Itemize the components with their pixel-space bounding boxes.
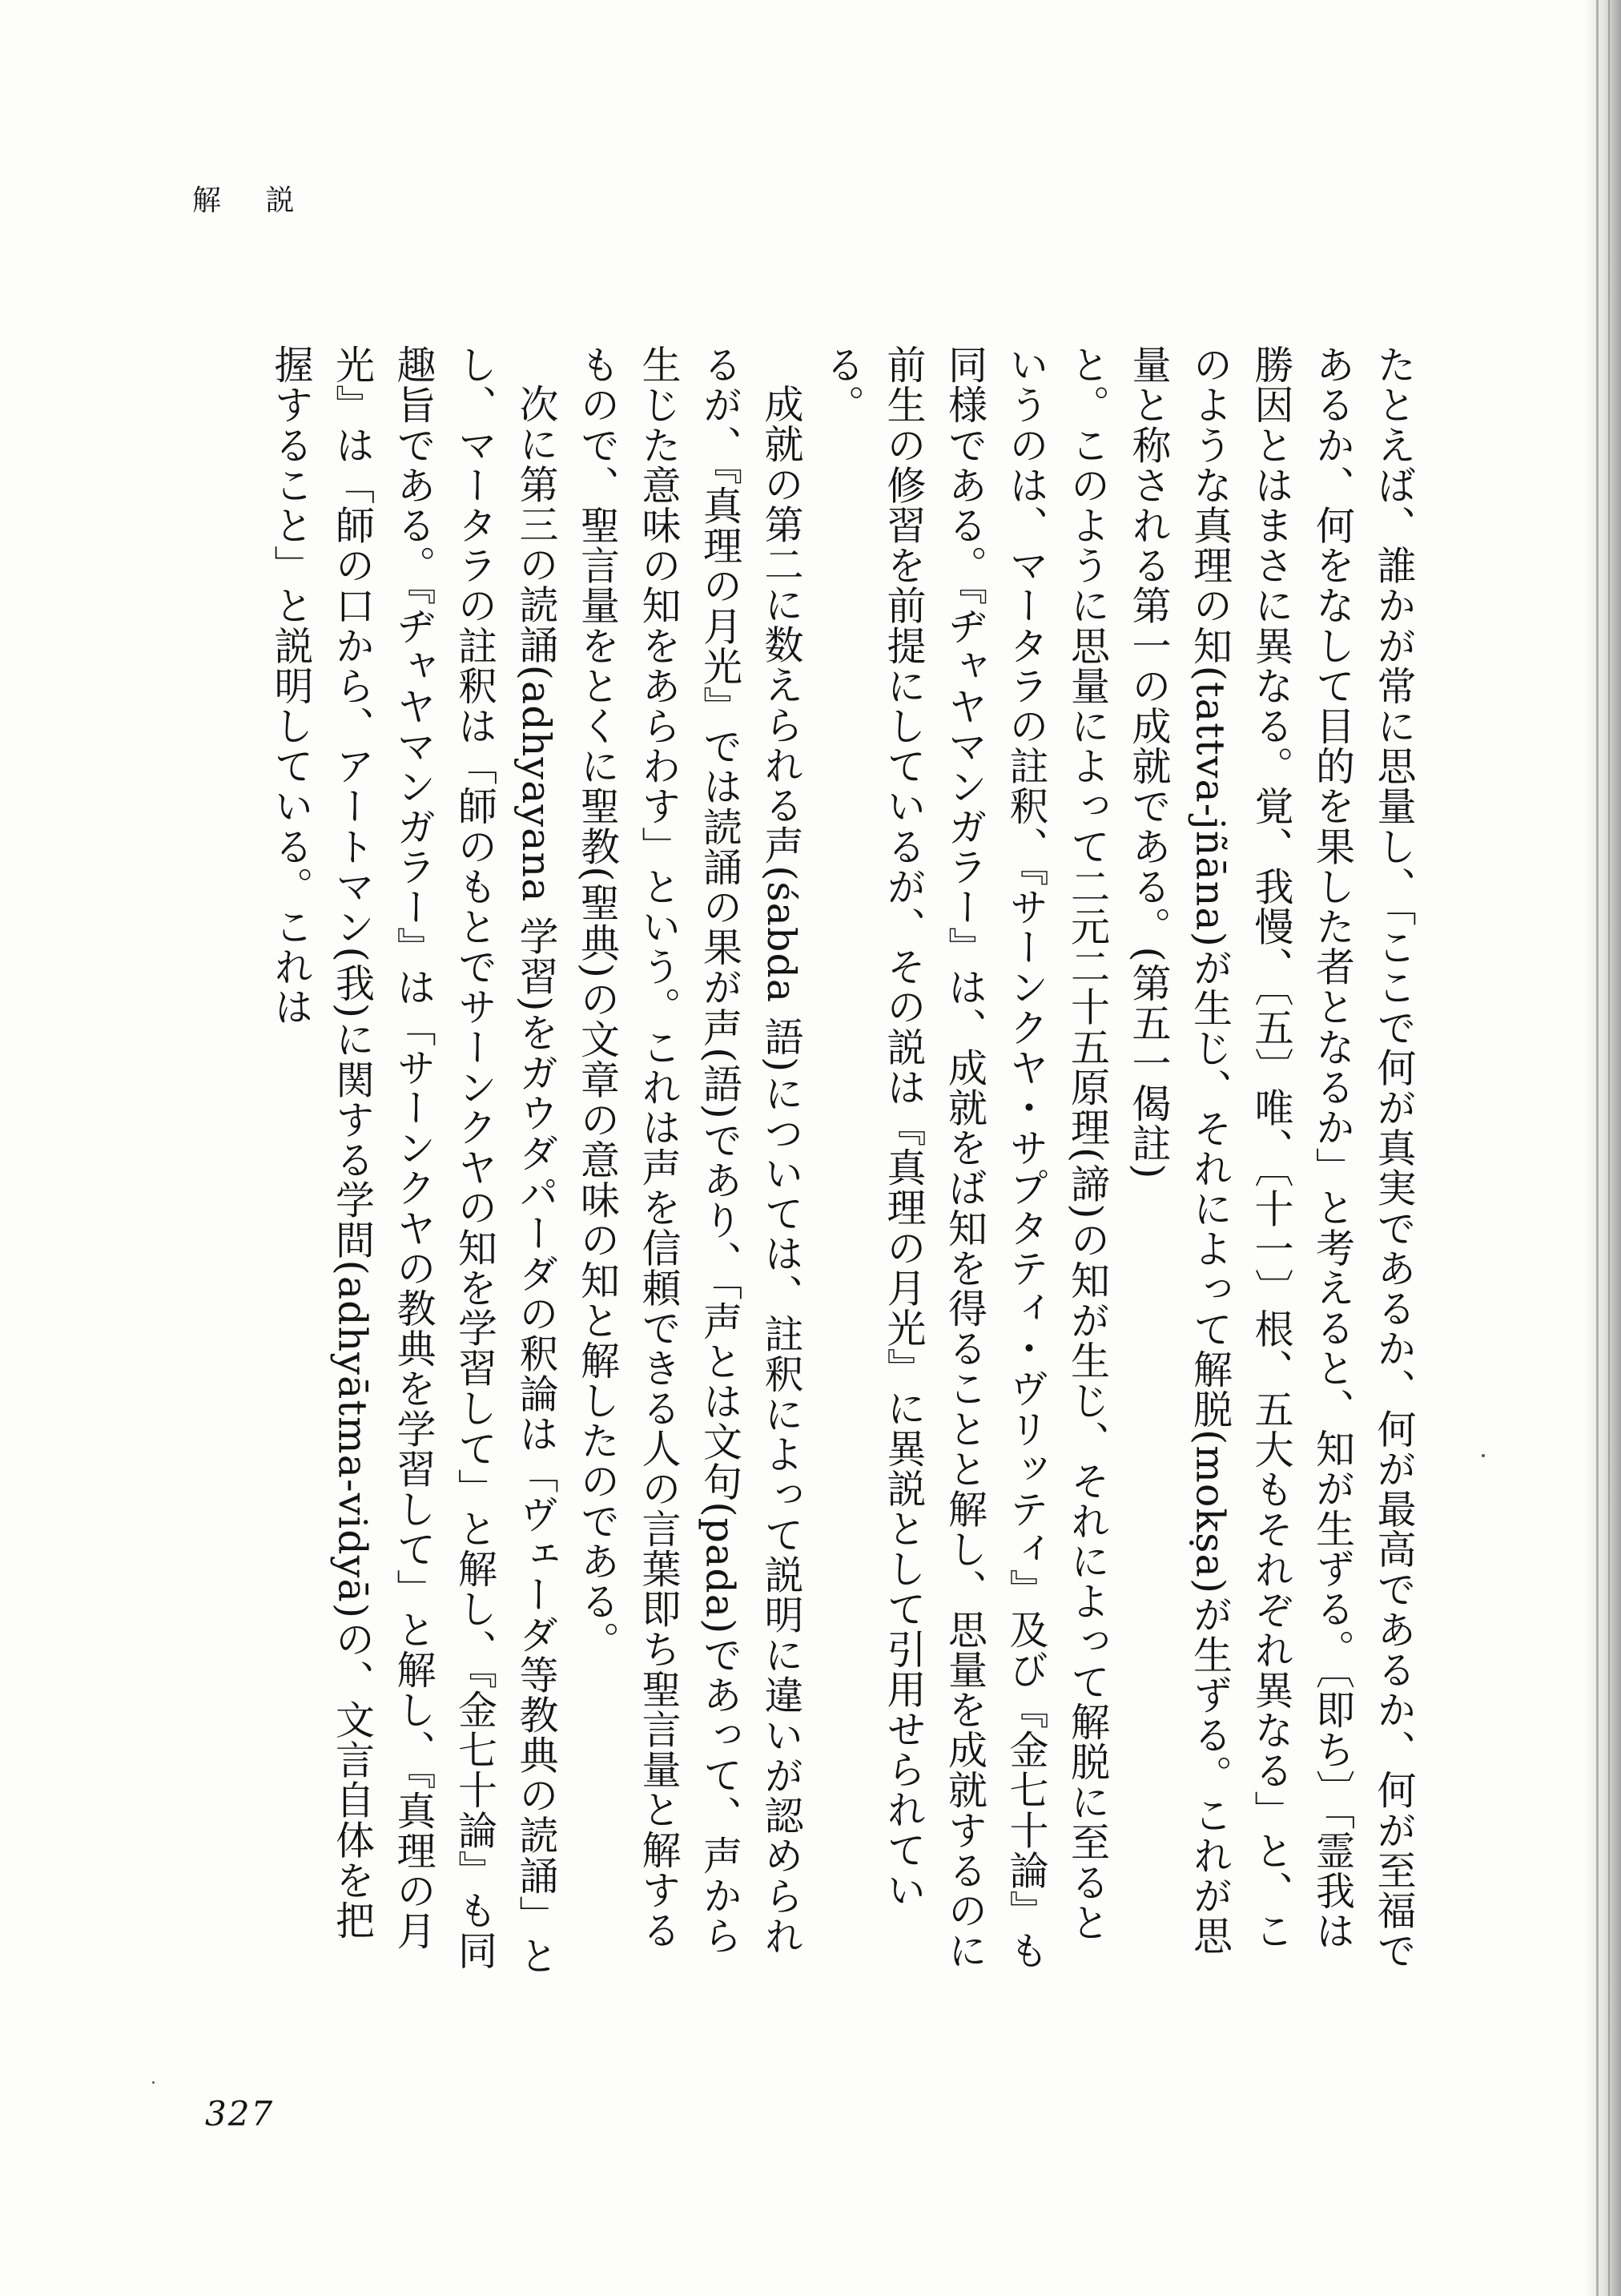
scan-edge-line (1608, 0, 1610, 2296)
scan-page-edge (1584, 0, 1621, 2296)
paragraph-2: と。このように思量によって二元二十五原理(諦)の知が生じ、それによって解脱に至るというのは、マータラの註釈、『サーンクヤ・サプタティ・ヴリッティ』及び『金七十論』も同様である。『ヂャヤマンガラー』は、成就をば知を得ることと解し、思量を成就するのに前生の修習を前提にしているが、その説は『真理の月光』に異説として引用せられている。 (819, 344, 1111, 1971)
paragraph-3: 成就の第二に数えられる声(śabda 語)については、註釈によって説明に違いが認められるが、『真理の月光』では読誦の果が声(語)であり、「声とは文句(pada)であって、声から生じた意味の知をあらわす」という。これは声を信頼できる人の言葉即ち聖言量と解するもので、聖言量をとくに聖教(聖典)の文章の意味の知と解したのである。 (574, 344, 804, 1956)
paragraph-1: たとえば、誰かが常に思量し、「ここで何が真実であるか、何が最高であるか、何が至福であるか、何をなして目的を果した者となるか」と考えると、知が生ずる。〔即ち〕「霊我は勝因とはまさに異なる。覚、我慢、〔五〕唯、〔十一〕根、五大もそれぞれ異なる」と、このような真理の知(tattva-jñāna)が生じ、それによって解脱(mokṣa)が生ずる。これが思量と称される第一の成就である。(第五一偈註) (1126, 344, 1417, 1971)
scan-speck (152, 2081, 155, 2084)
page-number: 327 (205, 2094, 275, 2133)
paragraph-4: 次に第三の読誦(adhyayana 学習)をガウダパーダの釈論は「ヴェーダ等教典の読誦」とし、マータラの註釈は「師のもとでサーンクヤの知を学習して」と解し、『金七十論』も同趣旨である。『ヂャヤマンガラー』は「サーンクヤの教典を学習して」と解し、『真理の月光』は「師の口から、アートマン(我)に関する学問(adhyātma-vidyā)の、文言自体を把握すること」と説明している。これは (268, 344, 559, 1976)
scan-speck (1482, 1454, 1485, 1457)
body-text (260, 344, 1425, 1979)
scan-edge-line (1596, 0, 1599, 2296)
running-head: 解 説 (192, 184, 312, 217)
